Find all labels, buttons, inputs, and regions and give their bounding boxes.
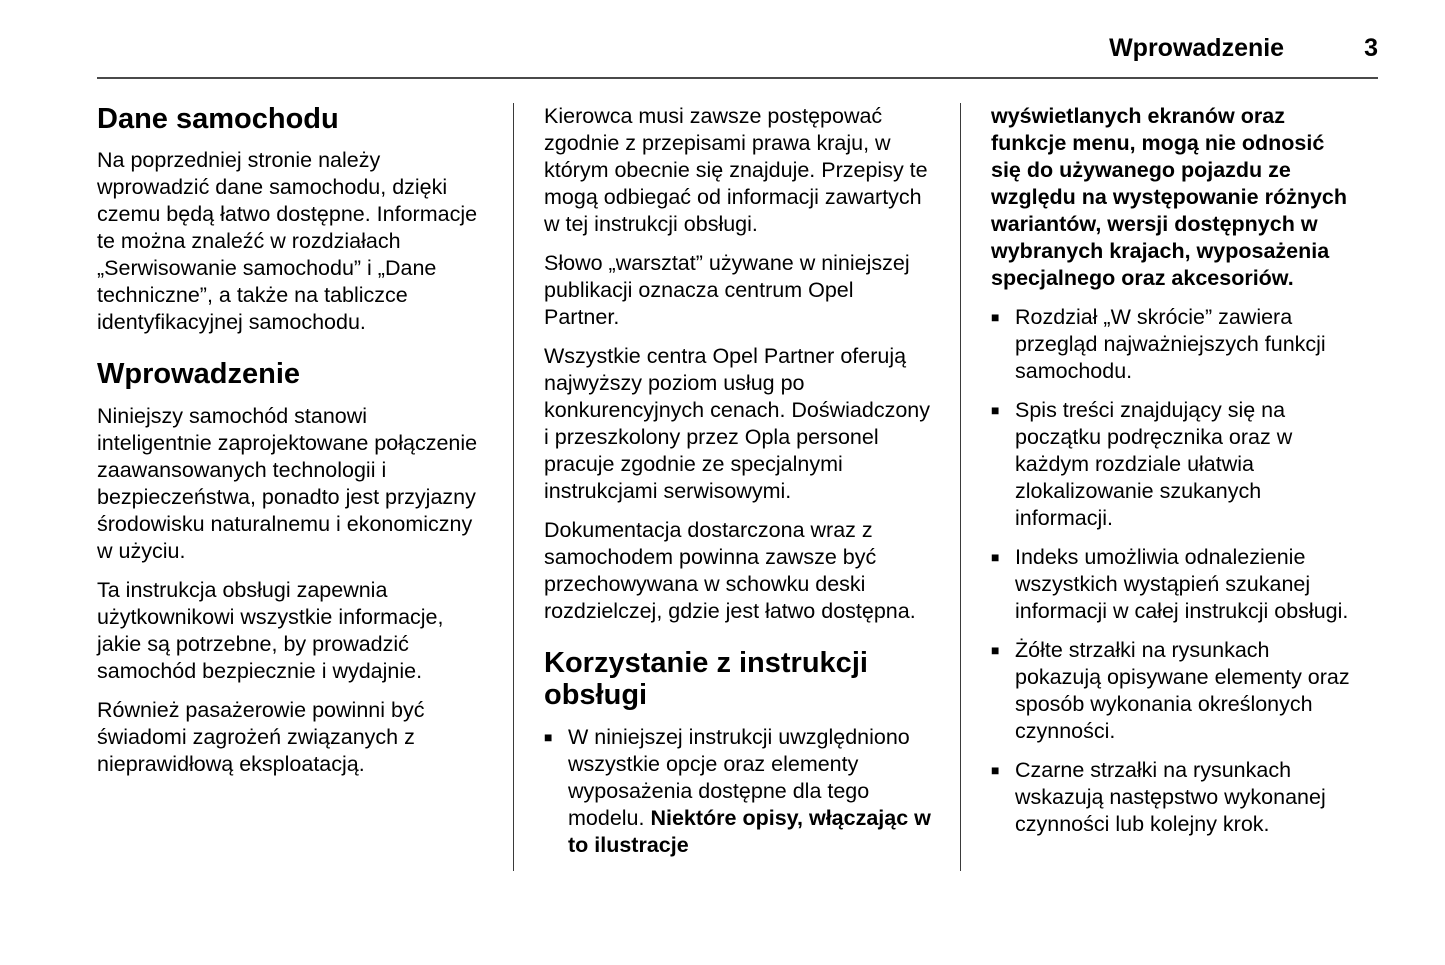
bullet-square-icon: ■ bbox=[991, 549, 1000, 565]
bullet-square-icon: ■ bbox=[991, 309, 1000, 325]
heading-wprowadzenie: Wprowadzenie bbox=[97, 358, 301, 391]
list-item bbox=[991, 637, 1352, 745]
column-2 bbox=[513, 103, 960, 871]
paragraph-dokumentacja: Dokumentacja dostarczona wraz z samochodem powinna zawsze być przechowywana w schowku deski rozdzielczej, gdzie jest łatwo dostępna. bbox=[544, 518, 916, 623]
text-columns bbox=[97, 103, 1378, 871]
list-item bbox=[544, 724, 934, 859]
chapter-title: Wprowadzenie bbox=[1109, 34, 1285, 62]
paragraph-intro-1: Niniejszy samochód stanowi inteligentnie zaprojektowane połączenie zaawansowanych technologii i bezpieczeństwa, ponadto jest przyjazny środowisku naturalnemu i ekonomiczny w użyciu. bbox=[97, 403, 478, 563]
list-item bbox=[991, 544, 1352, 625]
list-item bbox=[991, 757, 1352, 838]
header-rule bbox=[97, 77, 1378, 79]
list-item bbox=[991, 304, 1352, 385]
bullet-square-icon: ■ bbox=[991, 402, 1000, 418]
bullet-text bbox=[568, 724, 934, 859]
bullet-square-icon: ■ bbox=[544, 728, 553, 745]
bullet-text-normal: W niniejszej instrukcji uwzględniono wszystkie opcje oraz elementy wyposażenia dostępne dla tego modelu. bbox=[568, 724, 910, 830]
paragraph-bold-continuation: wyświetlanych ekranów oraz funkcje menu, mogą nie odnosić się do używanego pojazdu ze względu na występowanie różnych wariantów, wersji dostępnych w wybranych krajach, wyposażenia specjalnego oraz akcesoriów. bbox=[991, 104, 1348, 290]
column-3 bbox=[960, 103, 1378, 871]
bullet-square-icon: ■ bbox=[991, 762, 1000, 778]
page-number: 3 bbox=[1364, 34, 1378, 62]
paragraph-warsztat: Słowo „warsztat” używane w niniejszej publikacji oznacza centrum Opel Partner. bbox=[544, 251, 910, 329]
list-item bbox=[991, 397, 1352, 532]
column-1 bbox=[97, 103, 513, 871]
bullet-text: Żółte strzałki na rysunkach pokazują opisywane elementy oraz sposób wykonania określonych czynności. bbox=[1015, 638, 1350, 743]
bullet-text-bold: Niektóre opisy, włączając w to ilustracje bbox=[568, 805, 931, 857]
paragraph-intro-2: Ta instrukcja obsługi zapewnia użytkownikowi wszystkie informacje, jakie są potrzebne, by prowadzić samochód bezpiecznie i wydajnie. bbox=[97, 577, 444, 683]
bullet-square-icon: ■ bbox=[991, 642, 1000, 658]
heading-dane-samochodu: Dane samochodu bbox=[97, 103, 339, 135]
paragraph-kierowca: Kierowca musi zawsze postępować zgodnie z przepisami prawa kraju, w którym obecnie się znajduje. Przepisy te mogą odbiegać od informacji zawartych w tej instrukcji obsługi. bbox=[544, 104, 928, 236]
heading-korzystanie: Korzystanie z instrukcji obsługi bbox=[544, 647, 868, 712]
paragraph-intro-3: Również pasażerowie powinni być świadomi zagrożeń związanych z nieprawidłową eksploatacją. bbox=[97, 697, 425, 776]
page-header bbox=[97, 34, 1378, 77]
bullet-text: Rozdział „W skrócie” zawiera przegląd najważniejszych funkcji samochodu. bbox=[1015, 305, 1326, 383]
paragraph-centra: Wszystkie centra Opel Partner oferują najwyższy poziom usług po konkurencyjnych cenach. Doświadczony i przeszkolony przez Opla personel pracuje zgodnie ze specjalnymi instrukcjami serwisowymi. bbox=[544, 344, 931, 503]
paragraph-dane-samochodu: Na poprzedniej stronie należy wprowadzić dane samochodu, dzięki czemu będą łatwo dostępne. Informacje te można znaleźć w rozdziałach „Serwisowanie samochodu” i „Dane techniczne”, a także na tabliczce identyfikacyjnej samochodu. bbox=[97, 148, 478, 335]
bullet-text: Czarne strzałki na rysunkach wskazują następstwo wykonanej czynności lub kolejny krok. bbox=[1015, 758, 1326, 836]
bullet-text: Indeks umożliwia odnalezienie wszystkich wystąpień szukanej informacji w całej instrukcji obsługi. bbox=[1015, 545, 1349, 623]
bullet-text: Spis treści znajdujący się na początku podręcznika oraz w każdym rozdziale ułatwia zlokalizowanie szukanych informacji. bbox=[1015, 398, 1293, 530]
